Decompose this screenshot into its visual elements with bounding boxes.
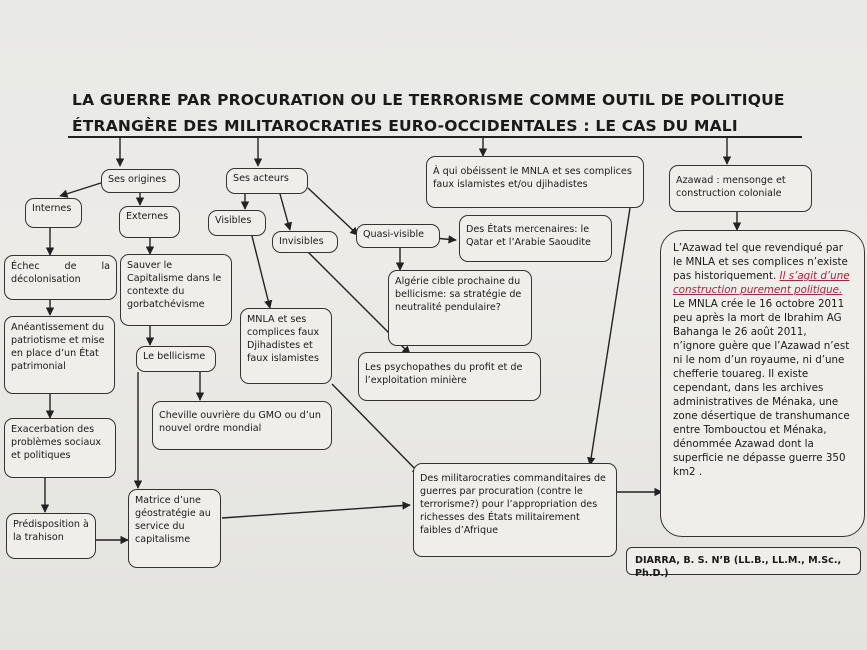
node-matrice-geostrategie-label: Matrice d’une géostratégie au service du capitalisme	[135, 495, 211, 545]
node-cheville-ouvriere	[152, 401, 332, 450]
azawad-highlight: Il s’agit d’une construction purement politique.	[673, 270, 850, 296]
node-predisposition	[6, 513, 96, 559]
node-bellicisme-label: Le bellicisme	[143, 351, 206, 362]
node-algerie-cible	[388, 270, 532, 346]
node-mnla-complices-label: MNLA et ses complices faux Djihadistes et faux islamistes	[247, 314, 320, 364]
node-ses-acteurs-label: Ses acteurs	[233, 173, 289, 184]
node-visibles	[208, 210, 266, 236]
title-line-1: LA GUERRE PAR PROCURATION OU LE TERRORISME COMME OUTIL DE POLITIQUE	[72, 91, 785, 109]
author-credit	[626, 547, 861, 579]
author-credit-label: DIARRA, B. S. N’B (LL.B., LL.M., M.Sc., Ph.D.)	[635, 555, 842, 579]
node-azawad-text	[660, 230, 865, 537]
node-exacerbation-label: Exacerbation des problèmes sociaux et politiques	[11, 424, 102, 461]
node-a-qui-obeissent	[426, 156, 644, 208]
node-invisibles	[272, 231, 338, 253]
node-echec-decolonisation-label: Échec de la décolonisation	[11, 261, 110, 285]
node-militarocraties-label: Des militarocraties commanditaires de guerres par procuration (contre le terrorisme?) pour l’appropriation des richesses des États militairement faibles d’Afrique	[420, 473, 606, 536]
node-predisposition-label: Prédisposition à la trahison	[13, 519, 89, 543]
node-echec-decolonisation	[4, 255, 117, 300]
node-cheville-ouvriere-label: Cheville ouvrière du GMO ou d’un nouvel ordre mondial	[159, 410, 321, 434]
node-externes-label: Externes	[126, 211, 169, 222]
node-ses-origines-label: Ses origines	[108, 174, 167, 185]
node-psychopathes	[358, 352, 541, 401]
title-line-2: ÉTRANGÈRE DES MILITAROCRATIES EURO-OCCIDENTALES : LE CAS DU MALI	[72, 117, 738, 135]
node-a-qui-obeissent-label: À qui obéissent le MNLA et ses complices faux islamistes et/ou djihadistes	[433, 166, 632, 190]
node-mnla-complices	[240, 308, 332, 384]
node-externes	[119, 206, 180, 238]
node-invisibles-label: Invisibles	[279, 236, 324, 247]
node-ses-acteurs	[226, 168, 308, 194]
node-militarocraties	[413, 463, 617, 557]
node-etats-mercenaires	[459, 215, 612, 262]
node-aneantissement	[4, 316, 115, 394]
node-matrice-geostrategie	[128, 489, 221, 568]
node-internes	[25, 198, 82, 228]
azawad-paragraph-intro: L’Azawad tel que revendiqué par le MNLA et ses complices n’existe pas historiquement.	[673, 242, 848, 282]
node-etats-mercenaires-label: Des États mercenaires: le Qatar et l’Arabie Saoudite	[466, 224, 591, 248]
node-internes-label: Internes	[32, 203, 72, 214]
node-visibles-label: Visibles	[215, 215, 252, 226]
node-bellicisme	[136, 346, 216, 372]
node-algerie-cible-label: Algérie cible prochaine du bellicisme: sa stratégie de neutralité pendulaire?	[395, 276, 522, 313]
node-exacerbation	[4, 418, 116, 478]
node-azawad-title	[669, 165, 812, 212]
node-aneantissement-label: Anéantissement du patriotisme et mise en place d’un État patrimonial	[11, 322, 105, 372]
node-sauver-capitalisme-label: Sauver le Capitalisme dans le contexte du gorbatchévisme	[127, 260, 222, 310]
node-quasi-visible-label: Quasi-visible	[363, 229, 425, 240]
node-ses-origines	[101, 169, 180, 193]
node-sauver-capitalisme	[120, 254, 232, 326]
azawad-paragraph-body: Le MNLA crée le 16 octobre 2011 peu après la mort de Ibrahim AG Bahanga le 26 août 2011, n’ignore guère que l’Azawad n’est ni le nom d’un royaume, ni d’une chefferie touareg. Il existe cependant, dans les archives administratives de Ménaka, une zone désertique de transhumance entre Tombouctou et Ménaka, dénommée Azawad dont la superficie ne dépasse guerre 350 km2 .	[673, 298, 850, 478]
node-azawad-title-label: Azawad : mensonge et construction coloniale	[676, 175, 786, 199]
node-quasi-visible	[356, 224, 440, 248]
node-psychopathes-label: Les psychopathes du profit et de l’exploitation minière	[365, 362, 523, 386]
